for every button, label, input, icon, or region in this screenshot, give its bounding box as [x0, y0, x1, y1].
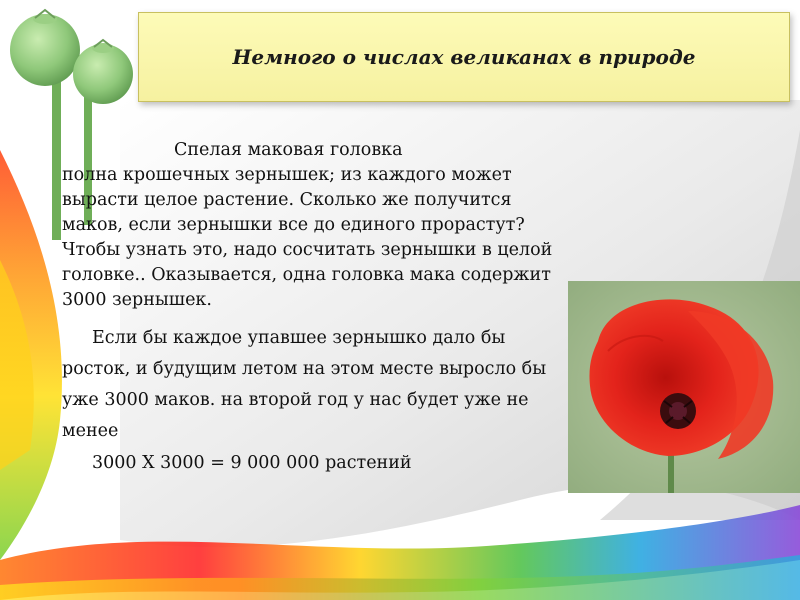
paragraph-1-first-line: Спелая маковая головка: [174, 140, 403, 160]
slide-title: Немного о числах великанах в природе: [232, 45, 696, 69]
paragraph-1: [62, 138, 567, 313]
paragraph-2: Если бы каждое упавшее зернышко дало бы росток, и будущим летом на этом месте выросло бы уже 3000 маков. на второй год у нас будет уже не менее: [62, 328, 547, 441]
poppy-flower-image: [568, 281, 800, 493]
body-text: [62, 138, 567, 476]
paragraph-1-rest: полна крошечных зернышек; из каждого может вырасти целое растение. Сколько же получится маков, если зернышки все до единого прорастут? Чтобы узнать это, надо сосчитать зернышки в целой головке.. Оказывается, одна головка мака содержит 3000 зернышек.: [62, 165, 553, 310]
paragraph-3-formula: 3000 Х 3000 = 9 000 000 растений: [92, 453, 412, 473]
title-banner: [138, 12, 790, 102]
